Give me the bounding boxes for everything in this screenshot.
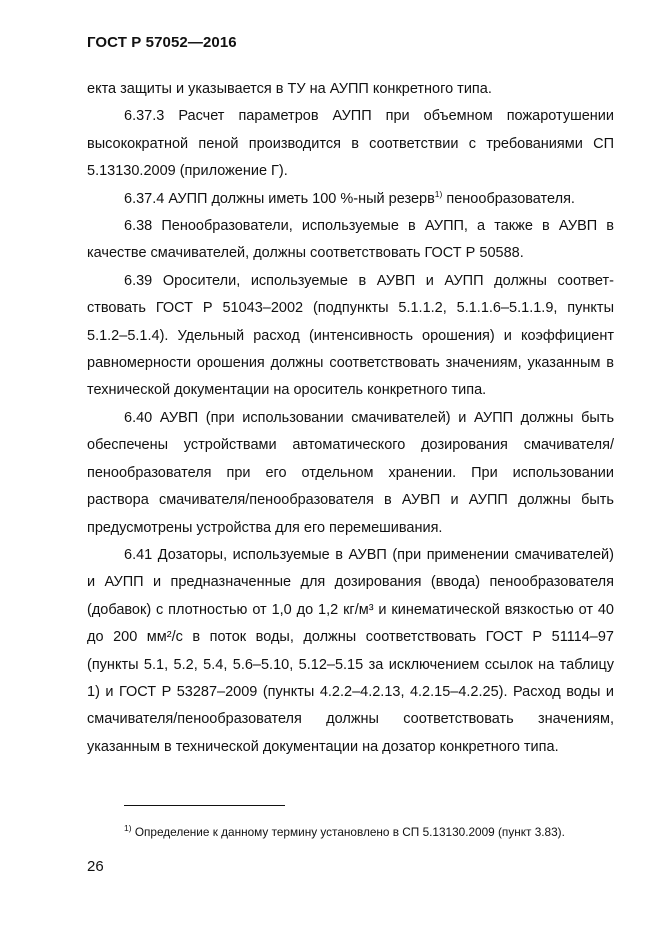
paragraph-text: 6.37.4 АУПП должны иметь 100 %-ный резерв (124, 190, 435, 207)
paragraph-6-39: 6.39 Оросители, используемые в АУВП и АУПП должны соответствовать ГОСТ Р 51043–2002 (подпункты 5.1.1.2, 5.1.1.6–5.1.1.9, пункты 5.1.2–5.1.4). Удельный расход (интенсивность орошения) и коэффициент равномерности орошения должны соответствовать значениям, указанным в технической документации на ороситель конкретного типа. (87, 272, 614, 399)
paragraph-6-38: 6.38 Пенообразователи, используемые в АУПП, а также в АУВП в качестве смачивателей, должны соответствовать ГОСТ Р 50588. (87, 218, 614, 262)
footnote-text: Определение к данному термину установлено в СП 5.13130.2009 (пункт 3.83). (131, 825, 565, 839)
paragraph-text-after: пенообразователя. (442, 190, 575, 207)
paragraph-6-37-3: 6.37.3 Расчет параметров АУПП при объемном пожаротушении высокократной пеной производится в соответствии с требованиями СП 5.13130.2009 (приложение Г). (87, 108, 614, 180)
paragraph-6-40: 6.40 АУВП (при использовании смачивателей) и АУПП должны быть обеспечены устройствами автоматического дозирования смачивателя/пенообразователя при его отдельном хранении. При использовании раствора смачивателя/пенообразователя в АУВП и АУПП должны быть предусмотрены устройства для его перемешивания. (87, 409, 614, 536)
page-number: 26 (87, 858, 104, 875)
paragraph-6-37-4 (87, 186, 614, 213)
footnote-reference: 1) (434, 188, 443, 199)
footnote-marker: 1) (124, 823, 132, 834)
paragraph-continuation: екта защиты и указывается в ТУ на АУПП конкретного типа. (87, 81, 492, 97)
footnote-divider (124, 805, 285, 806)
footnote (87, 823, 614, 841)
document-header: ГОСТ Р 57052—2016 (87, 34, 237, 51)
body-text (87, 76, 614, 761)
paragraph-6-41: 6.41 Дозаторы, используемые в АУВП (при применении смачивателей) и АУПП и предназначенные для дозирования (ввода) пенообразователя (добавок) с плотностью от 1,0 до 1,2 кг/м³ и кинематической вязкостью от 40 до 200 мм²/с в поток воды, должны соответствовать ГОСТ Р 51114–97 (пункты 5.1, 5.2, 5.4, 5.6–5.10, 5.12–5.15 за исключением ссылок на таблицу 1) и ГОСТ Р 53287–2009 (пункты 4.2.2–4.2.13, 4.2.15–4.2.25). Расход воды и смачивателя/пенообразователя должны соответствовать значениям, указанным в технической документации на дозатор конкретного типа. (87, 546, 614, 755)
